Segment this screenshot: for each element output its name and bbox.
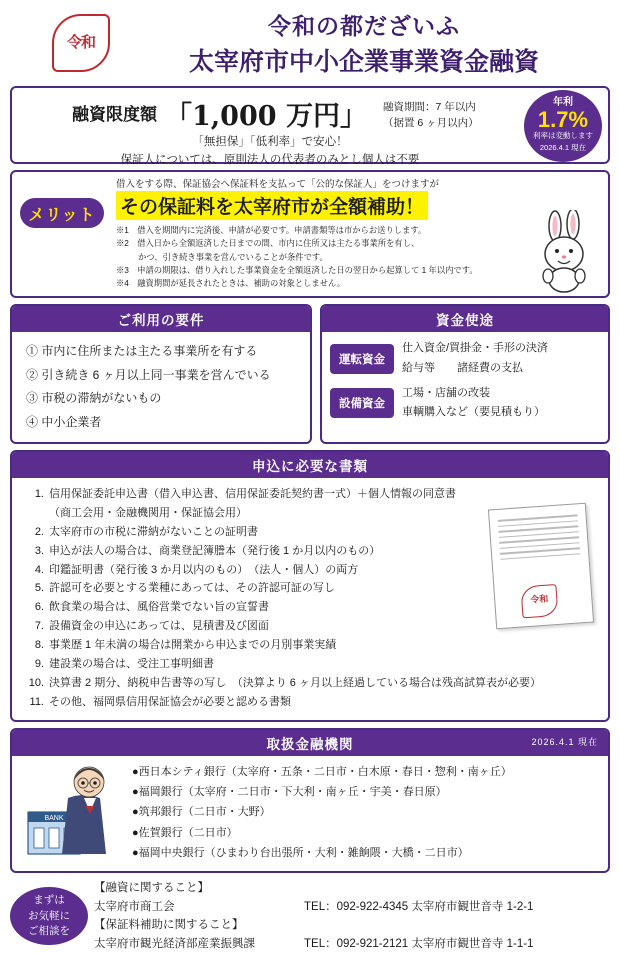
paper-seal-icon: 令和 xyxy=(520,584,558,618)
banks-panel xyxy=(10,728,610,874)
merit-box xyxy=(10,170,610,298)
document-text: 建設業の場合は、受注工事明細書 xyxy=(49,658,214,671)
merit-note-3: ※3 申請の期限は、借り入れした事業資金を全額返済した日の翌日から起算して 1 年以内です。 xyxy=(116,264,478,275)
loan-limit-top-row xyxy=(20,94,600,133)
rate-subnote: 利率は変動します xyxy=(533,131,593,141)
document-subtext: （商工会用・金融機関用・保証協会用） xyxy=(49,506,247,519)
requirements-title: ご利用の要件 xyxy=(12,306,310,332)
banks-title-bar xyxy=(12,730,608,756)
seal-label: 令和 xyxy=(52,14,110,72)
requirement-item: ② 引き続き 6 ヶ月以上同一事業を営んでいる xyxy=(26,367,271,382)
document-number: 4. xyxy=(34,563,44,576)
contact-subsidy-row xyxy=(94,935,610,953)
usage-body xyxy=(322,332,608,435)
bank-building-label: BANK xyxy=(44,814,64,822)
documents-list xyxy=(12,478,608,720)
document-number: 8. xyxy=(34,639,44,652)
document-number: 7. xyxy=(34,620,44,633)
rate-date: 2026.4.1 現在 xyxy=(539,143,587,153)
usage-tag-operating: 運転資金 xyxy=(330,344,394,374)
merit-note-2: ※2 借入日から全額返済した日までの間、市内に住所又は主たる事業所を有し、 xyxy=(116,238,420,249)
loan-limit-amount: 「1,000 万円」 xyxy=(165,101,367,132)
document-number: 11. xyxy=(29,695,44,708)
document-item xyxy=(22,485,598,504)
requirement-item: ① 市内に住所または主たる事業所を有する xyxy=(26,344,258,359)
merit-notes xyxy=(116,224,516,290)
banks-title: 取扱金融機関 xyxy=(266,736,354,752)
document-text: 設備資金の申込にあっては、見積書及び図面 xyxy=(49,620,269,633)
documents-title: 申込に必要な書類 xyxy=(12,452,608,478)
contact-subsidy-label: 【保証料補助に関すること】 xyxy=(94,919,244,932)
application-paper-icon xyxy=(488,503,594,630)
bank-item: ●福岡中央銀行（ひまわり台出張所・大利・雑餉隈・大橋・二日市） xyxy=(132,847,469,860)
document-item xyxy=(22,693,598,712)
page-header xyxy=(10,0,610,82)
loan-period-line2: （据置 6 ヶ月以内） xyxy=(382,116,479,129)
document-text: 事業歴 1 年未満の場合は開業から申込までの月別事業実績 xyxy=(49,639,337,652)
loan-period xyxy=(383,100,479,132)
loan-limit-box xyxy=(10,86,610,164)
merit-highlight-text: その保証料を太宰府市が全額補助！ xyxy=(116,191,428,220)
document-text: 印鑑証明書（発行後 3 か月以内のもの） （法人・個人）の両方 xyxy=(49,563,359,576)
requirements-list xyxy=(12,332,310,442)
loan-limit-label: 融資限度額 xyxy=(72,105,157,125)
document-number: 6. xyxy=(34,601,44,614)
consult-badge-line3: ご相談を xyxy=(28,924,70,937)
requirements-usage-section xyxy=(10,304,610,444)
consult-badge xyxy=(10,887,88,945)
title-subline: 令和の都だざいふ xyxy=(268,13,460,40)
bank-item: ●西日本シティ銀行（太宰府・五条・二日市・白木原・春日・惣利・南ヶ丘） xyxy=(132,765,512,778)
merit-note-4: ※4 融資期間が延長されたときは、補助の対象としません。 xyxy=(116,278,346,289)
document-number: 9. xyxy=(34,658,44,671)
loan-note-1: 「無担保」「低利率」で安心！ xyxy=(192,136,348,148)
usage-items-equipment xyxy=(402,384,545,423)
contact-footer xyxy=(10,879,610,953)
interest-rate-badge xyxy=(524,90,602,162)
loan-note-2: 保証人については、原則法人の代表者のみとし個人は不要 xyxy=(120,153,420,166)
usage-row-operating xyxy=(330,339,600,378)
document-number: 3. xyxy=(34,544,44,557)
requirements-panel xyxy=(10,304,312,444)
contact-subsidy-org: 太宰府市観光経済部産業振興課 xyxy=(94,937,255,950)
contact-details xyxy=(94,879,610,953)
merit-badge: メリット xyxy=(20,198,104,228)
bank-item: ●筑邦銀行（二日市・大野） xyxy=(132,806,271,819)
usage-item: 車輌購入など（要見積もり） xyxy=(402,406,545,419)
document-item xyxy=(22,655,598,674)
document-number: 5. xyxy=(34,582,44,595)
page-title xyxy=(118,8,610,78)
contact-loan-tel: TEL：092-922-4345 太宰府市観世音寺 1-2-1 xyxy=(304,900,534,913)
rate-value: 1.7% xyxy=(537,107,589,132)
usage-tag-equipment: 設備資金 xyxy=(330,388,394,418)
document-item xyxy=(22,674,598,693)
document-text: 決算書 2 期分、納税申告書等の写し （決算より 6 ヶ月以上経過している場合は残高試算表が必要） xyxy=(49,676,541,689)
document-number: 2. xyxy=(34,525,44,538)
document-text: 飲食業の場合は、風俗営業でない旨の宣誓書 xyxy=(49,601,269,614)
usage-item: 仕入資金/買掛金・手形の決済 xyxy=(402,342,549,355)
usage-items-operating xyxy=(402,339,548,378)
title-mainline: 太宰府市中小企業事業資金融資 xyxy=(188,47,539,76)
bank-item: ●福岡銀行（太宰府・二日市・下大利・南ヶ丘・宇美・春日原） xyxy=(132,786,447,799)
usage-panel xyxy=(320,304,610,444)
requirement-item: ④ 中小企業者 xyxy=(26,414,102,429)
paper-lines xyxy=(489,504,588,561)
rate-title: 年利 xyxy=(553,97,573,108)
document-text: 申込が法人の場合は、商業登記簿謄本（発行後 1 か月以内のもの） xyxy=(49,544,381,557)
consult-badge-line1: まずは xyxy=(33,894,65,907)
contact-loan-label: 【融資に関すること】 xyxy=(94,882,209,895)
consult-badge-line2: お気軽に xyxy=(28,909,70,922)
document-number: 10. xyxy=(28,676,44,689)
rabbit-mascot-icon xyxy=(528,210,602,294)
banks-as-of: 2026.4.1 現在 xyxy=(531,736,598,747)
merit-lead-text: 借入をする際、保証協会へ保証料を支払って「公的な保証人」をつけますが xyxy=(116,179,440,190)
loan-limit-notes xyxy=(20,134,520,170)
loan-period-line1: 融資期間：7 年以内 xyxy=(382,101,476,113)
reiwa-seal-icon xyxy=(50,12,112,74)
merit-note-2-cont: かつ、引き続き事業を営んでいることが条件です。 xyxy=(138,251,328,262)
document-number: 1. xyxy=(34,487,44,500)
contact-loan-org: 太宰府市商工会 xyxy=(94,900,175,913)
document-text: その他、福岡県信用保証協会が必要と認める書類 xyxy=(49,695,291,708)
merit-note-1: ※1 借入を期間内に完済後、申請が必要です。申請書類等は市からお送りします。 xyxy=(116,225,427,235)
usage-item: 給与等 諸経費の支払 xyxy=(402,361,523,374)
document-text: 許認可を必要とする業種にあっては、その許認可証の写し xyxy=(49,582,335,595)
document-text: 太宰府市の市税に滞納がないことの証明書 xyxy=(49,525,258,538)
document-text: 信用保証委託申込書（借入申込書、信用保証委託契約書一式）＋個人情報の同意書 xyxy=(49,487,456,500)
bank-item: ●佐賀銀行（二日市） xyxy=(132,826,238,839)
banker-illustration-icon xyxy=(24,756,124,860)
usage-title: 資金使途 xyxy=(322,306,608,332)
usage-row-equipment xyxy=(330,384,600,423)
requirement-item: ③ 市税の滞納がないもの xyxy=(26,391,162,406)
contact-subsidy-tel: TEL：092-921-2121 太宰府市観世音寺 1-1-1 xyxy=(304,937,534,950)
document-item xyxy=(22,636,598,655)
documents-panel xyxy=(10,450,610,722)
usage-item: 工場・店舗の改装 xyxy=(402,386,490,399)
contact-loan-row xyxy=(94,898,610,916)
